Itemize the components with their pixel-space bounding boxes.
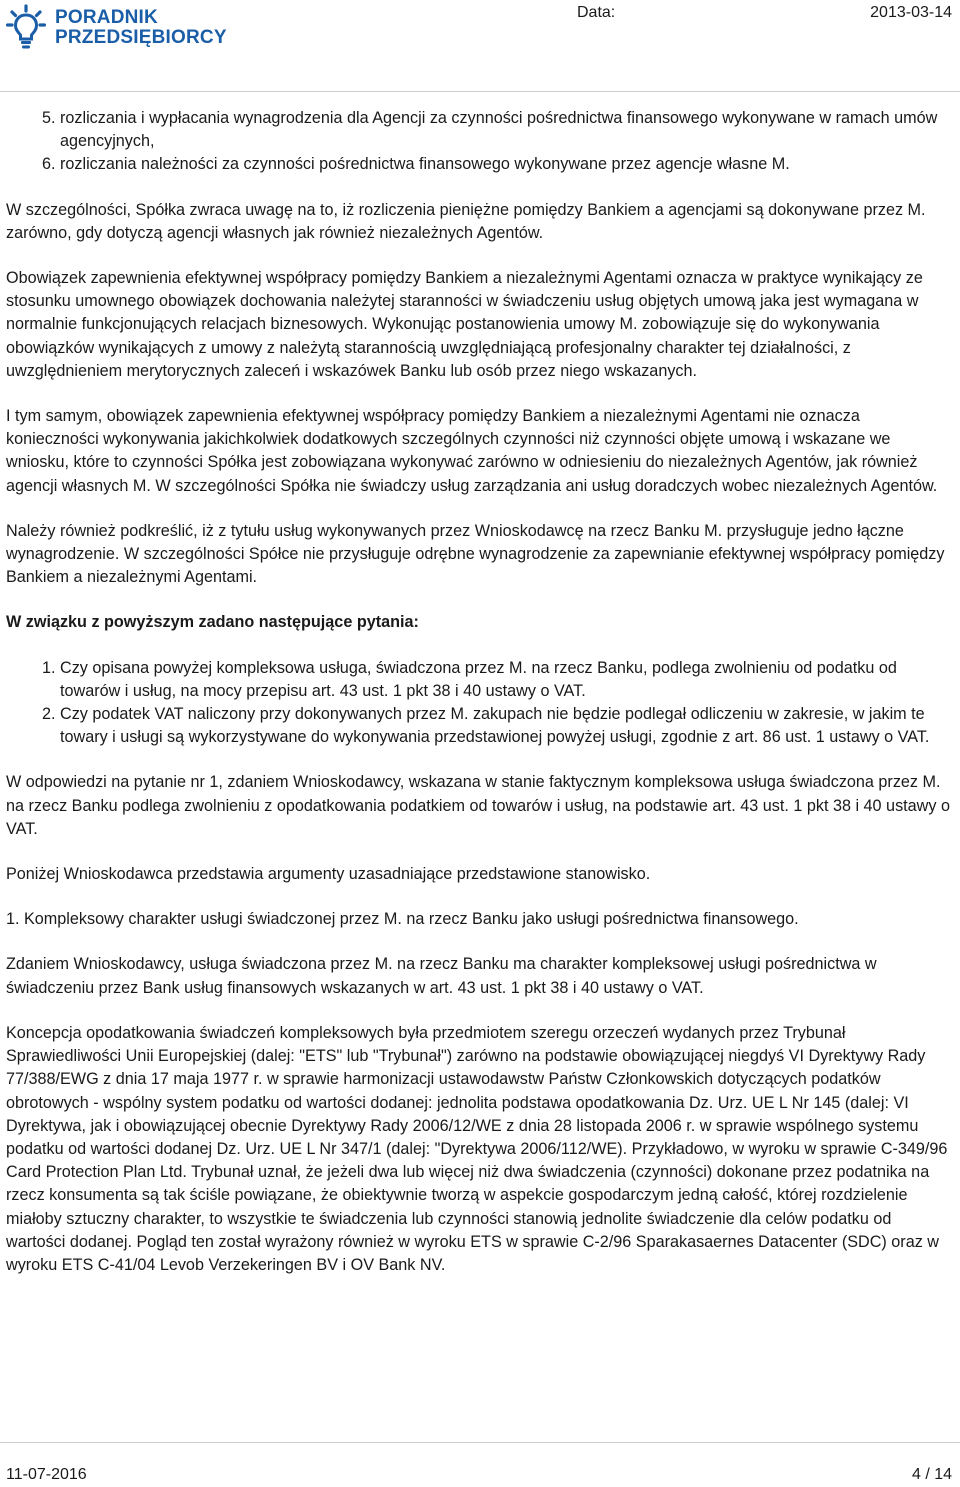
paragraph: Poniżej Wnioskodawca przedstawia argumenty uzasadniające przedstawione stanowisko. (6, 865, 651, 884)
header-divider (0, 91, 960, 92)
document-body (6, 107, 950, 1299)
logo-line-2: PRZEDSIĘBIORCY (55, 27, 227, 48)
questions-heading: W związku z powyższym zadano następujące pytania: (6, 613, 419, 632)
logo[interactable] (6, 4, 227, 52)
section-heading: 1. Kompleksowy charakter usługi świadczonej przez M. na rzecz Banku jako usługi pośrednictwa finansowego. (6, 910, 799, 929)
paragraph: W odpowiedzi na pytanie nr 1, zdaniem Wnioskodawcy, wskazana w stanie faktycznym kompleksowa usługa świadczona przez M. na rzecz Banku podlega zwolnieniu z opodatkowania podatkiem od towarów i usług, na podstawie art. 43 ust. 1 pkt 38 i 40 ustawy o VAT. (6, 773, 950, 838)
paragraph: Zdaniem Wnioskodawcy, usługa świadczona przez M. na rzecz Banku ma charakter kompleksowej usługi pośrednictwa w świadczeniu przez Bank usług finansowych wskazanych w art. 43 ust. 1 pkt 38 i 40 ustawy o VAT. (6, 955, 877, 997)
paragraph: Należy również podkreślić, iż z tytułu usług wykonywanych przez Wnioskodawcę na rzecz Banku M. przysługuje jedno łączne wynagrodzenie. W szczególności Spółce nie przysługuje odrębne wynagrodzenie za zapewnianie efektywnej współpracy pomiędzy Bankiem a niezależnymi Agentami. (6, 521, 945, 587)
page-number: 4 / 14 (911, 1466, 952, 1483)
paragraph: Obowiązek zapewnienia efektywnej współpracy pomiędzy Bankiem a niezależnymi Agentami oznacza w praktyce wynikający ze stosunku umownego obowiązek dochowania należytej staranności w świadczeniu usług objętych umową jaka jest wymagana w normalnie funkcjonujących relacjach biznesowych. Wykonując postanowienia umowy M. zobowiązuje się do wykonywania obowiązków wynikających z umowy z należytą starannością uwzględniającą profesjonalny charakter tej działalności, z uwzględnieniem merytorycznych zaleceń i wskazówek Banku lub osób przez niego wskazanych. (6, 269, 923, 380)
paragraph: W szczególności, Spółka zwraca uwagę na to, iż rozliczenia pieniężne pomiędzy Bankiem a agencjami są dokonywane przez M. zarówno, gdy dotyczą agencji własnych jak również niezależnych Agentów. (6, 200, 926, 242)
paragraph: I tym samym, obowiązek zapewnienia efektywnej współpracy pomiędzy Bankiem a niezależnymi Agentami nie oznacza konieczności wykonywania jakichkolwiek dodatkowych szczególnych czynności niż czynności objęte umową i wskazane we wniosku, które to czynności Spółka jest zobowiązana wykonywać zarówno w odniesieniu do niezależnych Agentów, jak również agencji własnych M. W szczególności Spółka nie świadczy usług zarządzania ani usług doradczych wobec niezależnych Agentów. (6, 407, 938, 495)
footer-divider (0, 1442, 960, 1443)
paragraph: Koncepcja opodatkowania świadczeń kompleksowych była przedmiotem szeregu orzeczeń wydanych przez Trybunał Sprawiedliwości Unii Europejskiej (dalej: "ETS" lub "Trybunał") zarówno na podstawie obowiązującej niegdyś VI Dyrektywy Rady 77/388/EWG z dnia 17 maja 1977 r. w sprawie harmonizacji ustawodawstw Państw Członkowskich dotyczących podatków obrotowych - wspólny system podatku od wartości dodanej: jednolita podstawa opodatkowania Dz. Urz. UE L Nr 145 (dalej: VI Dyrektywa, jak i obowiązującej obecnie Dyrektywy Rady 2006/12/WE z dnia 28 listopada 2006 r. w sprawie wspólnego systemu podatku od wartości dodanej Dz. Urz. UE L Nr 347/1 (dalej: "Dyrektywa 2006/112/WE). Przykładowo, w wyroku w sprawie C-349/96 Card Protection Plan Ltd. Trybunał uznał, że jeżeli dwa lub więcej niż dwa świadczenia (czynności) dokonane przez podatnika na rzecz konsumenta są tak ściśle powiązane, że obiektywnie tworzą w aspekcie gospodarczym jedną całość, której rozdzielenie miałoby sztuczny charakter, to wszystkie te świadczenia lub czynności stanowią jednolite świadczenie dla celów podatku od wartości dodanej. Pogląd ten został wyrażony również w wyroku ETS w sprawie C-2/96 Sparakasaernes Datacenter (SDC) oraz w wyroku ETS C-41/04 Levob Verzekeringen BV i OV Bank NV. (6, 1023, 948, 1274)
date-value: 2013-03-14 (870, 4, 952, 21)
page-header (0, 0, 960, 92)
list-item: 5. rozliczania i wypłacania wynagrodzenia dla Agencji za czynności pośrednictwa finansowego wykonywane w ramach umów agencyjnych, (60, 107, 950, 153)
list-item: 6. rozliczania należności za czynności pośrednictwa finansowego wykonywane przez agencje własne M. (60, 153, 950, 176)
footer-date: 11-07-2016 (6, 1466, 87, 1483)
lightbulb-icon (6, 4, 46, 52)
logo-line-1: PORADNIK (55, 7, 158, 28)
date-label: Data: (577, 4, 616, 21)
top-list (6, 107, 950, 177)
questions-list (6, 657, 950, 750)
question-item: 2. Czy podatek VAT naliczony przy dokonywanych przez M. zakupach nie będzie podlegał odliczeniu w zakresie, w jakim te towary i usługi są wykorzystywane do wykonywania przedstawionej powyżej usługi, zgodnie z art. 86 ust. 1 ustawy o VAT. (60, 703, 950, 749)
question-item: 1. Czy opisana powyżej kompleksowa usługa, świadczona przez M. na rzecz Banku, podlega zwolnieniu od podatku od towarów i usług, na mocy przepisu art. 43 ust. 1 pkt 38 i 40 ustawy o VAT. (60, 657, 950, 703)
